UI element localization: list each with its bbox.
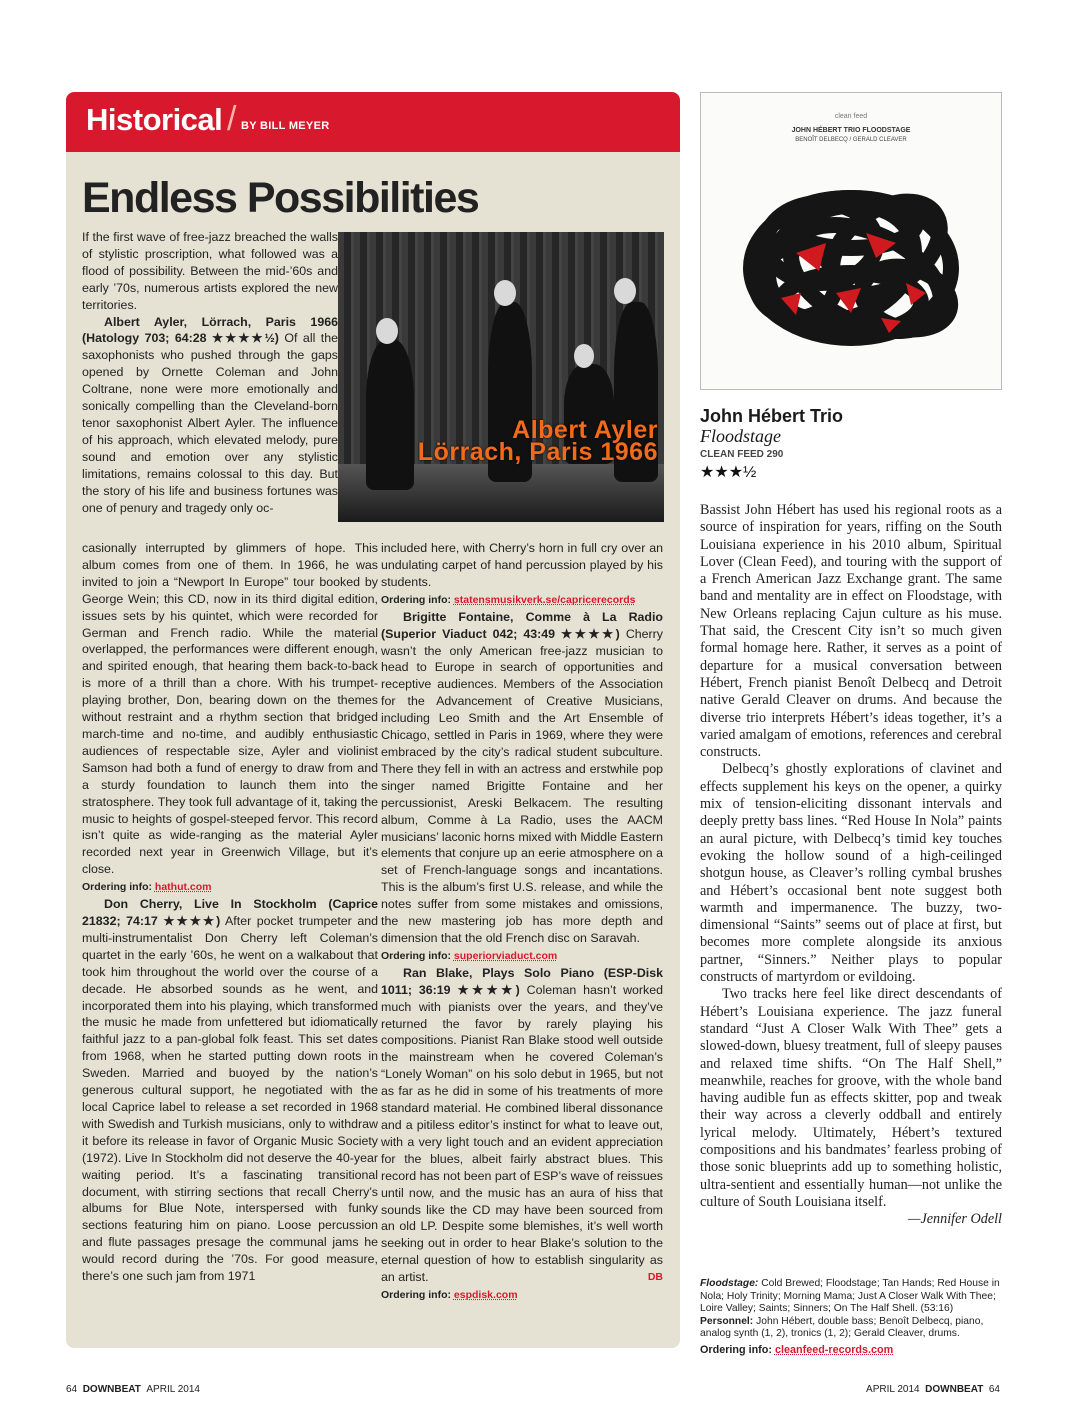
section-banner xyxy=(66,92,680,152)
ordering-label: Ordering info: xyxy=(381,1289,451,1302)
fontaine-body: Cherry wasn’t the only American free-jazz musician to head to Europe in search of opportunities and receptive audiences. Members of the Association for the Advancement of Creative Musicians, including Leo Smith and the Art Ensemble of Chicago, settled in Paris in 1969, where they were embraced by the city’s radical student subculture. There they fell in with an actress and erstwhile pop singer named Brigitte Fontaine and her percussionist, Areski Belkacem. The resulting album, Comme à La Radio, uses the AACM musicians’ laconic horns mixed with Middle Eastern elements that conjure up an eerie atmosphere on a set of French-language songs and incantations. This is the album’s first U.S. release, and while the notes suffer from some mistakes and omissions, the new mastering job has more depth and dimension that the old French disc on Saravah. xyxy=(381,626,663,945)
review-body xyxy=(700,502,1002,1228)
review-album: Floodstage xyxy=(700,426,781,446)
cherry-title: Don Cherry, Live In Stockholm (Caprice 21832; 74:17 ★★★★) xyxy=(82,897,378,929)
footer-left xyxy=(66,1384,200,1395)
cherry-review xyxy=(82,896,378,1285)
intro-paragraph: If the first wave of free-jazz breached the walls of stylistic proscription, what followed was a flood of possibility. Between the mid-’60s and early ’70s, numerous artists explored the new territories. xyxy=(82,230,338,312)
cover-personnel: BENOÎT DELBECQ / GERALD CLEAVER xyxy=(795,137,907,143)
personnel-label: Personnel: xyxy=(700,1315,754,1327)
ayler-title: Albert Ayler, Lörrach, Paris 1966 (Hatology 703; 64:28 ★★★★½) xyxy=(82,314,338,346)
blake-body: Coleman hasn’t worked much with pianists over the years, and they’ve returned the favor by rarely playing his compositions. Pianist Ran Blake stood well outside the mainstream when he covered Coleman’s “Lonely Woman” on his solo debut in 1965, but not as far as he did in some of his treatments of more standard material. He combined liberal dissonance and a pitiless editor’s instinct for what to leave out, with a very light touch and an evident appreciation for the blues, albeit fairly abstract blues. This record has not been part of ESP’s wave of reissues until now, and the music has an aura of hiss that sounds like the CD may have been sourced from an old LP. Despite some blemishes, it’s well worth seeking out in order to hear Blake’s solution to the eternal question of how to establish singularity as an artist. xyxy=(381,982,664,1285)
review-artist: John Hébert Trio xyxy=(700,406,844,426)
blake-review xyxy=(381,965,663,1286)
blake-ordering-info xyxy=(381,1287,663,1303)
drummer-face xyxy=(574,344,594,368)
historical-panel xyxy=(66,92,680,1348)
bassist-figure xyxy=(366,340,414,490)
review-paragraph-1: Bassist John Hébert has used his regional roots as a source of inspiration for years, riffing on the South Louisiana experience in his 2010 album, Spiritual Lover (Clean Feed), and touring with the support of a French American Jazz Exchange grant. The same band and mentality are in effect on Floodstage, with New Orleans replacing Cajun culture as his muse. That said, the Crescent City isn’t so much given formal homage here. Rather, it serves as a point of departure for a musical conversation between Hébert, French pianist Benoît Delbecq and Detroit native Gerald Cleaver on drums. And because the diverse trio interprets Hébert’s ideas together, it’s a varied amalgam of emotions, references and cerebral constructs. xyxy=(700,502,1002,761)
bassist-face xyxy=(376,318,398,344)
column-left-upper xyxy=(82,229,338,516)
ayler-order-link[interactable]: hathut.com xyxy=(154,881,212,894)
fontaine-review xyxy=(381,609,663,947)
ayler-body-bottom: casionally interrupted by glimmers of hope. This album comes from one of them. In 1966, he was invited to join a “Newport In Europe” tour booked by George Wein; this CD, now in its third digital edition, issues sets by his quintet, which were recorded for German and French radio. While the material overlapped, the performances were different enough, and spirited enough, that hearing them back-to-back is more of a thrill than a chore. With his trumpet-playing brother, Don, bearing down on the themes without restraint and a rhythm section that bridged march-time and no-time, and audibly enthusiastic audiences of respectable size, Ayler and violinist Samson had both a fund of energy to draw from and a sturdy foundation to launch them into the stratosphere. They took full advantage of it, taking the music to heights of gospel-steeped fervor. This record isn’t quite as wide-ranging as the material Ayler recorded next year in Greenwich Village, but it’s close. xyxy=(82,541,378,877)
photo-caption-title: Lörrach, Paris 1966 xyxy=(417,438,658,466)
byline: BY BILL MEYER xyxy=(241,120,330,132)
concert-photo xyxy=(338,232,664,522)
violinist-face xyxy=(614,278,636,304)
banner-slash: / xyxy=(227,100,237,138)
ayler-ordering-info xyxy=(82,879,378,895)
review-signature: —Jennifer Odell xyxy=(907,1211,1002,1228)
blake-order-link[interactable]: espdisk.com xyxy=(453,1289,518,1302)
page-number-right: 64 xyxy=(988,1384,1000,1395)
review-header xyxy=(700,406,1002,482)
ayler-review-start xyxy=(82,314,338,517)
issue-date-left: APRIL 2014 xyxy=(146,1384,200,1395)
fontaine-ordering-info xyxy=(381,948,663,964)
ordering-label: Ordering info: xyxy=(381,593,451,606)
page-number-left: 64 xyxy=(66,1384,78,1395)
fontaine-order-link[interactable]: superiorviaduct.com xyxy=(453,949,558,962)
personnel-line xyxy=(700,1316,1002,1341)
section-title: Historical xyxy=(86,102,223,137)
cover-label: clean feed xyxy=(834,113,868,120)
ayler-body-top: Of all the saxophonists who pushed through the gaps opened by Ornette Coleman and John Coltrane, none were more emotionally and sonically compelling than the Cleveland-born tenor saxophonist Albert Ayler. The influence of his approach, which elevated melody, pure sound and emotion over any stylistic limitations, remains colossal to this day. But the story of his life and business fortunes was one of penury and tragedy only oc- xyxy=(82,331,338,515)
db-end-mark: DB xyxy=(647,1271,663,1284)
article-headline: Endless Possibilities xyxy=(82,174,479,222)
review-order-link[interactable]: cleanfeed-records.com xyxy=(774,1343,894,1356)
album-cover xyxy=(700,92,1002,390)
cherry-ordering-info xyxy=(381,592,663,608)
photo-caption-artist: Albert Ayler xyxy=(512,416,658,444)
review-ordering-info xyxy=(700,1342,1002,1358)
review-paragraph-2: Delbecq’s ghostly explorations of clavinet and effects supplement his keys on the opener, a quirky mix of tension-eliciting dissonant intervals and deeply pretty bass lines. “Red House In Nola” paints an aural picture, with Delbecq’s timid key touches evoking the hollow sound of a high-ceilinged shotgun house, as Cleaver’s rolling cymbal brushes and Hébert’s occasional bent note suggest both warmth and impermanence. The buzzy, two-dimensional “Saints” seems out of place at first, but becomes more complete alongside its anxious partner, “Sinners.” Neither plays to popular constructs of martyrdom or evildoing. xyxy=(700,761,1002,986)
cherry-body: After pocket trumpeter and multi-instrumentalist Don Cherry left Coleman’s quartet in the early ’60s, he went on a walkabout that took him throughout the world over the course of a decade. He absorbed sounds as he went, and incorporated them into his playing, which transformed the music he made from unfettered but idiomatically faithful jazz to a pan-global folk feast. This set dates from 1968, when he started putting down roots in Sweden. Married and buoyed by the nation’s generous cultural support, he negotiated with the local Caprice label to release a set recorded in 1968 with Swedish and Turkish musicians, only to withdraw it before its release in favor of Organic Music Society (1972). Live In Stockholm did not deserve the 40-year waiting period. It’s a fascinating transitional document, with stirring sections that recall Cherry’s albums for Blue Note, interspersed with funky sections featuring him on piano. Loose percussion and flute passages presage the communal jams he would record during the ’70s. For good measure, there’s one such jam from 1971 xyxy=(82,914,378,1284)
tracks-text: Cold Brewed; Floodstage; Tan Hands; Red House in Nola; Holy Trinity; Morning Mama; Just A Closer Walk With Thee; Loire Valley; Saints; Sinners; On The Half Shell. (53:16) xyxy=(700,1278,1000,1315)
ordering-label: Ordering info: xyxy=(82,881,152,894)
column-left-lower xyxy=(82,540,378,1285)
tracks-line xyxy=(700,1278,1002,1316)
column-middle xyxy=(381,540,663,1304)
personnel-text: John Hébert, double bass; Benoît Delbecq, piano, analog synth (1, 2), tronics (1, 2); Gerald Cleaver, drums. xyxy=(700,1315,984,1340)
footer-right xyxy=(866,1384,1000,1395)
saxophonist-face xyxy=(494,280,516,306)
cover-artwork xyxy=(701,93,1001,389)
review-paragraph-3-text: Two tracks here feel like direct descendants of Hébert’s Louisiana experience. The jazz funeral standard “Just A Closer Walk With Thee” gets a slowed-down, bluesy treatment, full of sleepy pauses and relaxed time shifts. “On The Half Shell,” meanwhile, reaches for groove, with the whole band having audible fun as effects skitter, pop and tweak their way across a cleverly oddball and entirely lyrical melody. Ultimately, Hébert’s textured compositions and his bandmates’ fearless probing of those sonic blueprints add up to something holistic, ultra-sentient and essentially human—not unlike the culture of South Louisiana itself. xyxy=(700,986,1002,1210)
magazine-name-right: DOWNBEAT xyxy=(925,1384,984,1395)
issue-date-right: APRIL 2014 xyxy=(866,1384,920,1395)
magazine-name-left: DOWNBEAT xyxy=(82,1384,141,1395)
review-paragraph-3 xyxy=(700,986,1002,1228)
cherry-continued: included here, with Cherry’s horn in full cry over an undulating carpet of hand percussion played by his students. xyxy=(381,541,663,589)
fontaine-title: Brigitte Fontaine, Comme à La Radio (Superior Viaduct 042; 43:49 ★★★★) xyxy=(381,609,663,641)
review-rating: ★★★½ xyxy=(700,464,757,481)
track-listing xyxy=(700,1278,1002,1359)
ordering-label: Ordering info: xyxy=(700,1343,772,1356)
cover-title: JOHN HÉBERT TRIO FLOODSTAGE xyxy=(791,127,911,134)
tracks-label: Floodstage: xyxy=(700,1278,759,1289)
review-label: CLEAN FEED 290 xyxy=(700,449,784,460)
blake-title: Ran Blake, Plays Solo Piano (ESP-Disk 1011; 36:19 ★★★★) xyxy=(381,965,663,997)
cherry-order-link[interactable]: statensmusikverk.se/capricerecords xyxy=(453,593,636,606)
ordering-label: Ordering info: xyxy=(381,949,451,962)
